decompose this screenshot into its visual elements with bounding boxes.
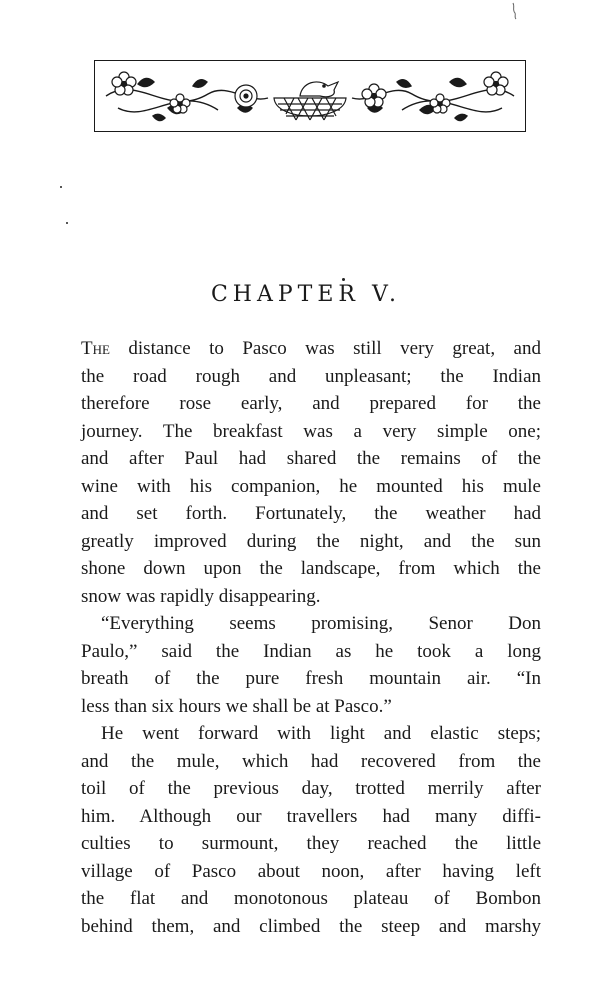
text-line: the road rough and unpleasant; the Indian <box>81 365 541 387</box>
text-line: therefore rose early, and prepared for the <box>81 393 541 414</box>
text-line: The distance to Pasco was still very great, and <box>81 338 541 359</box>
text-line: and set forth. Fortunately, the weather had <box>81 503 541 524</box>
text-line: snow was rapidly disappearing. <box>81 585 321 607</box>
text-line: less than six hours we shall be at Pasco.” <box>81 695 392 717</box>
text-line: him. Although our travellers had many diffi- <box>81 805 541 827</box>
ink-speck <box>342 278 345 281</box>
ink-speck <box>60 186 62 188</box>
chapter-body <box>81 335 541 940</box>
text-line: breath of the pure fresh mountain air. “In <box>81 668 541 689</box>
text-line: He went forward with light and elastic steps; <box>101 723 541 744</box>
text-line: the flat and monotonous plateau of Bombon <box>81 888 541 909</box>
ink-speck <box>66 222 68 224</box>
text-line: behind them, and climbed the steep and marshy <box>81 915 541 937</box>
floral-nest-ornament <box>98 64 522 128</box>
text-line: greatly improved during the night, and the sun <box>81 530 541 552</box>
ornamental-headpiece <box>94 60 526 132</box>
text-line: and after Paul had shared the remains of the <box>81 448 541 469</box>
text-line: and the mule, which had recovered from the <box>81 750 541 772</box>
text-line: culties to surmount, they reached the little <box>81 833 541 854</box>
text-line: toil of the previous day, trotted merrily after <box>81 778 541 799</box>
chapter-heading: CHAPTER V. <box>210 282 402 307</box>
text-line: “Everything seems promising, Senor Don <box>101 613 541 634</box>
text-line: shone down upon the landscape, from which the <box>81 558 541 579</box>
text-line: journey. The breakfast was a very simple one; <box>81 420 541 442</box>
paragraph-1 <box>81 335 541 610</box>
text-line: village of Pasco about noon, after having left <box>81 860 541 882</box>
paragraph-3 <box>81 720 541 940</box>
text-line: wine with his companion, he mounted his mule <box>81 475 541 497</box>
text-line: Paulo,” said the Indian as he took a long <box>81 640 541 662</box>
corner-scribble-mark <box>508 2 522 20</box>
paragraph-2 <box>81 610 541 720</box>
lead-word: The <box>81 338 110 359</box>
